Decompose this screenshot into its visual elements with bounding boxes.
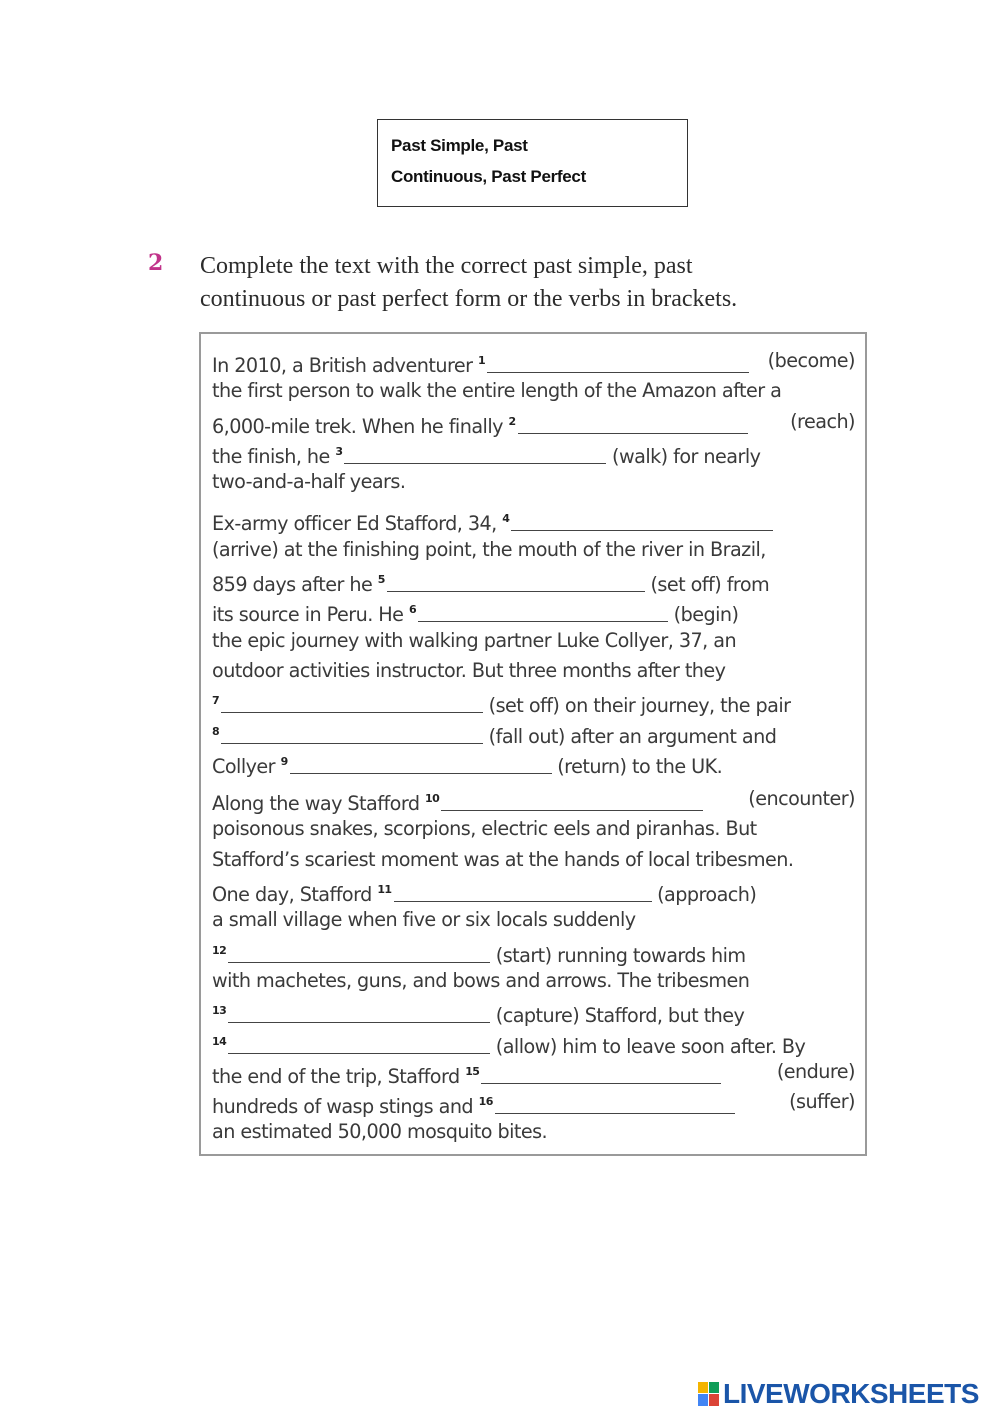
text-line: (arrive) at the finishing point, the mouth of the river in Brazil, (212, 537, 766, 561)
text-segment: Ex-army officer Ed Stafford, 34, (212, 512, 497, 535)
gap-number: 10 (425, 792, 440, 806)
paragraph-2 (212, 504, 855, 777)
answer-gap-1[interactable] (487, 352, 749, 373)
answer-gap-3[interactable] (344, 443, 606, 464)
text-line: a small village when five or six locals suddenly (212, 908, 636, 932)
gap-number: 14 (212, 1034, 227, 1048)
gap-number: 15 (465, 1064, 480, 1078)
gap-number: 2 (508, 414, 516, 428)
text-segment: Along the way Stafford (212, 792, 420, 815)
answer-gap-16[interactable] (495, 1093, 735, 1114)
gap-number: 13 (212, 1004, 227, 1018)
text-line (212, 717, 855, 747)
answer-gap-14[interactable] (228, 1033, 490, 1054)
text-line: with machetes, guns, and bows and arrows. The tribesmen (212, 968, 750, 992)
text-segment: 6,000-mile trek. When he finally (212, 414, 503, 437)
text-line (212, 346, 855, 376)
text-segment: hundreds of wasp stings and (212, 1095, 474, 1118)
gap-number: 9 (280, 754, 288, 768)
text-line (212, 936, 855, 966)
gap-number: 7 (212, 694, 220, 708)
verb-hint: (fall out) after an argument and (488, 724, 777, 747)
verb-hint: (walk) for nearly (612, 444, 761, 468)
gap-number: 5 (377, 573, 385, 587)
answer-gap-8[interactable] (221, 723, 483, 744)
gap-number: 3 (335, 444, 343, 458)
gap-number: 1 (478, 354, 486, 367)
text-line: the first person to walk the entire length of the Amazon after a (212, 379, 782, 403)
text-line (212, 1057, 855, 1087)
text-segment: One day, Stafford (212, 883, 372, 906)
verb-hint: (encounter) (748, 787, 855, 811)
gap-number: 6 (409, 603, 417, 617)
text-line (212, 1087, 855, 1117)
logo-text: LIVEWORKSHEETS (723, 1378, 979, 1409)
text-line: two-and-a-half years. (212, 470, 406, 494)
answer-gap-12[interactable] (228, 942, 490, 963)
gap-number: 4 (502, 512, 510, 526)
answer-gap-11[interactable] (394, 881, 652, 902)
exercise-text (200, 250, 880, 316)
text-line: the epic journey with walking partner Luke Collyer, 37, an (212, 628, 737, 652)
text-segment: its source in Peru. He (212, 603, 404, 626)
text-line (212, 437, 855, 467)
verb-hint: (reach) (790, 409, 855, 433)
exercise-line-2: continuous or past perfect form or the verbs in brackets. (200, 286, 738, 312)
title-box (377, 119, 688, 207)
title-line-2: Continuous, Past Perfect (391, 167, 586, 186)
text-segment: the finish, he (212, 444, 330, 468)
verb-hint: (approach) (657, 883, 757, 906)
text-line: Stafford’s scariest moment was at the hands of local tribesmen. (212, 847, 794, 871)
answer-gap-6[interactable] (418, 601, 668, 622)
answer-gap-15[interactable] (481, 1063, 721, 1084)
verb-hint: (suffer) (789, 1090, 855, 1114)
exercise-number: 2 (148, 250, 164, 276)
answer-gap-10[interactable] (441, 790, 703, 811)
title-line-1: Past Simple, Past (391, 136, 528, 155)
text-line (212, 504, 855, 534)
verb-hint: (start) running towards him (495, 943, 746, 966)
text-line: an estimated 50,000 mosquito bites. (212, 1120, 548, 1144)
verb-hint: (set off) on their journey, the pair (488, 694, 791, 717)
gap-number: 11 (377, 883, 392, 897)
verb-hint: (become) (767, 349, 855, 372)
text-segment: Collyer (212, 754, 275, 778)
verb-hint: (endure) (776, 1059, 855, 1083)
answer-gap-5[interactable] (387, 571, 645, 592)
answer-gap-2[interactable] (518, 413, 748, 434)
gap-number: 12 (212, 943, 227, 957)
text-line (212, 875, 855, 905)
text-line (212, 784, 855, 814)
text-line: poisonous snakes, scorpions, electric eels and piranhas. But (212, 817, 757, 841)
text-line (212, 407, 855, 437)
verb-hint: (allow) him to leave soon after. By (495, 1034, 806, 1057)
text-line (212, 1027, 855, 1057)
liveworksheets-logo-icon (697, 1380, 721, 1408)
paragraph-3 (212, 784, 855, 1148)
text-line (212, 595, 855, 625)
text-line (212, 747, 855, 777)
answer-gap-7[interactable] (221, 692, 483, 713)
verb-hint: (set off) from (650, 573, 770, 596)
gap-number: 16 (478, 1095, 493, 1109)
reading-text-box (199, 332, 867, 1156)
text-segment: 859 days after he (212, 573, 373, 596)
text-line (212, 565, 855, 595)
gap-number: 8 (212, 724, 220, 738)
text-line (212, 686, 855, 716)
text-segment: In 2010, a British adventurer (212, 354, 473, 377)
answer-gap-13[interactable] (228, 1002, 490, 1023)
text-segment: the end of the trip, Stafford (212, 1064, 460, 1088)
text-line: outdoor activities instructor. But three months after they (212, 658, 726, 682)
liveworksheets-logo[interactable] (697, 1378, 979, 1410)
text-line (212, 996, 855, 1026)
exercise-line-1: Complete the text with the correct past simple, past (200, 253, 693, 279)
verb-hint: (return) to the UK. (557, 754, 723, 778)
verb-hint: (capture) Stafford, but they (495, 1004, 745, 1027)
verb-hint: (begin) (673, 603, 739, 626)
paragraph-1 (212, 346, 855, 497)
answer-gap-9[interactable] (290, 753, 552, 774)
answer-gap-4[interactable] (511, 510, 773, 531)
